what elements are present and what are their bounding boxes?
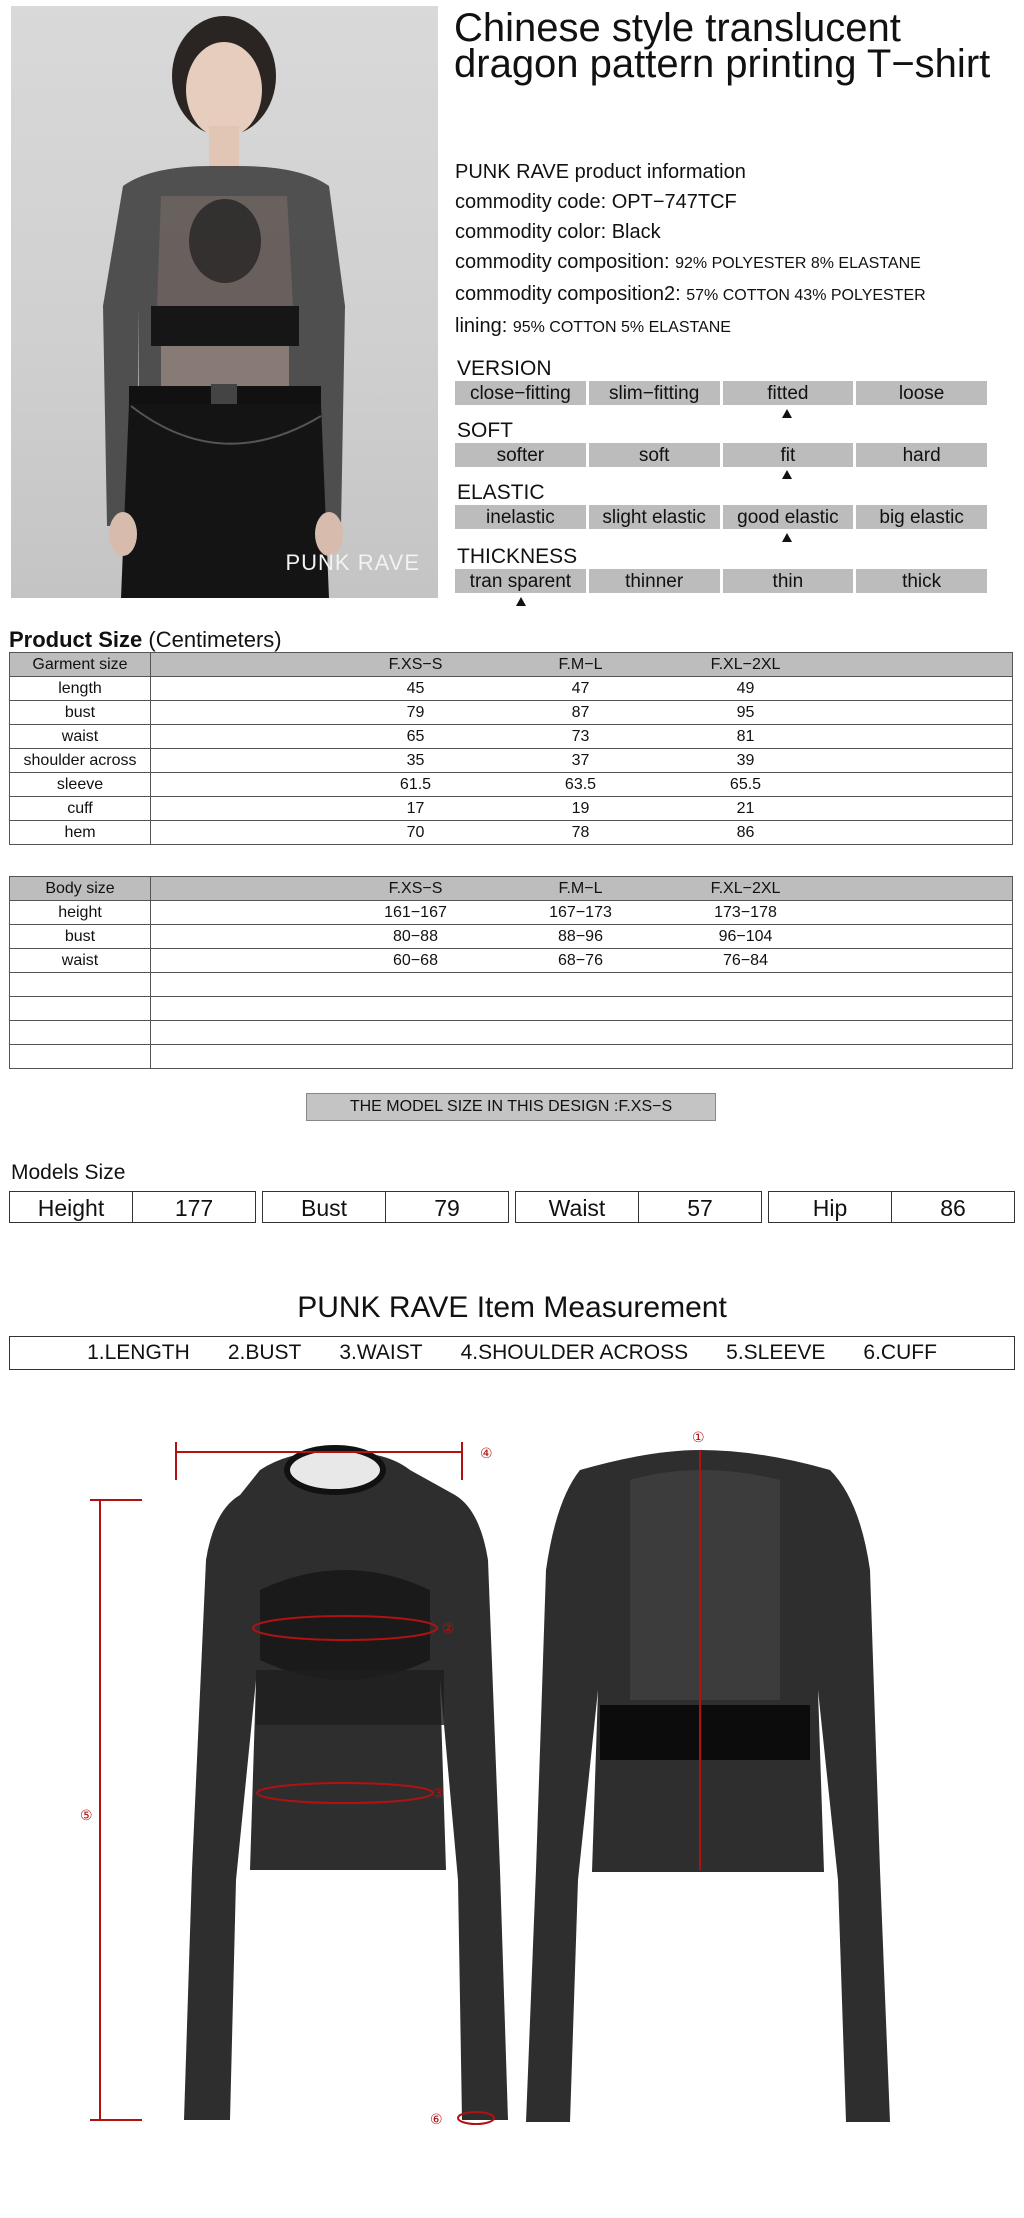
thickness-option: tran sparent <box>455 569 586 593</box>
table-row: bust 79 87 95 <box>10 701 1013 725</box>
measurement-title: PUNK RAVE Item Measurement <box>297 1291 727 1324</box>
header-cell: Garment size <box>10 653 151 677</box>
info-code: commodity code: OPT−747TCF <box>455 191 737 213</box>
soft-label: SOFT <box>457 419 513 442</box>
models-size-title: Models Size <box>11 1161 126 1184</box>
model-photo <box>11 6 438 598</box>
table-row <box>10 997 1013 1021</box>
version-label: VERSION <box>457 357 552 380</box>
elastic-option: good elastic <box>723 505 854 529</box>
marker-3: ③ <box>432 1785 445 1801</box>
measurement-item: 5.SLEEVE <box>726 1341 826 1364</box>
elastic-scale <box>455 505 987 529</box>
elastic-option: inelastic <box>455 505 586 529</box>
table-row: shoulder across 35 37 39 <box>10 749 1013 773</box>
thickness-marker <box>516 597 526 606</box>
soft-scale <box>455 443 987 467</box>
table-row: bust 80−88 88−96 96−104 <box>10 925 1013 949</box>
bust-pair: Bust 79 <box>262 1191 509 1223</box>
version-option: loose <box>856 381 987 405</box>
thickness-option: thinner <box>589 569 720 593</box>
measurement-item: 2.BUST <box>227 1341 302 1364</box>
thickness-option: thin <box>723 569 854 593</box>
version-option: fitted <box>723 381 854 405</box>
table-row: sleeve 61.5 63.5 65.5 <box>10 773 1013 797</box>
table-row: hem 70 78 86 <box>10 821 1013 845</box>
measurement-item: 6.CUFF <box>863 1341 937 1364</box>
watermark: PUNK RAVE <box>285 550 420 575</box>
header-cell: F.XS−S <box>388 655 443 673</box>
model-size-note: THE MODEL SIZE IN THIS DESIGN :F.XS−S <box>306 1093 716 1121</box>
version-marker <box>782 409 792 418</box>
product-title <box>454 6 1014 86</box>
measurement-legend <box>9 1336 1015 1370</box>
marker-1: ① <box>692 1429 705 1445</box>
measurement-item: 1.LENGTH <box>87 1341 190 1364</box>
hip-pair: Hip 86 <box>768 1191 1015 1223</box>
title-line-1: Chinese style translucent <box>454 6 901 50</box>
title-line-2: dragon pattern printing T−shirt <box>454 42 991 86</box>
version-option: close−fitting <box>455 381 586 405</box>
header-cell: F.XL−2XL <box>710 879 781 897</box>
back-view <box>526 1429 890 2122</box>
info-color: commodity color: Black <box>455 221 661 243</box>
garment-size-table <box>9 652 1013 845</box>
height-pair: Height 177 <box>9 1191 256 1223</box>
soft-option: fit <box>723 443 854 467</box>
soft-option: soft <box>589 443 720 467</box>
waist-pair: Waist 57 <box>515 1191 762 1223</box>
table-header-row <box>10 653 1013 677</box>
table-row: cuff 17 19 21 <box>10 797 1013 821</box>
marker-5: ⑤ <box>80 1807 93 1823</box>
table-row: waist 60−68 68−76 76−84 <box>10 949 1013 973</box>
soft-option: hard <box>856 443 987 467</box>
table-row <box>10 1045 1013 1069</box>
info-composition: commodity composition: 92% POLYESTER 8% ELASTANE <box>455 251 921 273</box>
header-cell: F.XS−S <box>388 879 443 897</box>
version-option: slim−fitting <box>589 381 720 405</box>
table-row: length 45 47 49 <box>10 677 1013 701</box>
elastic-option: slight elastic <box>589 505 720 529</box>
product-info <box>455 157 1015 343</box>
models-size-row <box>9 1191 1015 1223</box>
elastic-label: ELASTIC <box>457 481 545 504</box>
elastic-option: big elastic <box>856 505 987 529</box>
model-figure <box>11 6 438 598</box>
front-view <box>80 1442 508 2127</box>
measurement-item: 4.SHOULDER ACROSS <box>460 1341 689 1364</box>
version-scale <box>455 381 987 405</box>
info-composition2: commodity composition2: 57% COTTON 43% POLYESTER <box>455 283 926 305</box>
header-cell: F.XL−2XL <box>710 655 781 673</box>
table-row: height 161−167 167−173 173−178 <box>10 901 1013 925</box>
header-cell: F.M−L <box>558 879 603 897</box>
header-cell: Body size <box>10 877 151 901</box>
soft-option: softer <box>455 443 586 467</box>
table-row: waist 65 73 81 <box>10 725 1013 749</box>
marker-6: ⑥ <box>430 2111 443 2127</box>
soft-marker <box>782 470 792 479</box>
table-header-row <box>10 877 1013 901</box>
body-size-table <box>9 876 1013 1069</box>
thickness-label: THICKNESS <box>457 545 578 568</box>
table-row <box>10 1021 1013 1045</box>
thickness-scale <box>455 569 987 593</box>
info-heading: PUNK RAVE product information <box>455 161 746 183</box>
table-row <box>10 973 1013 997</box>
measurement-item: 3.WAIST <box>339 1341 423 1364</box>
elastic-marker <box>782 533 792 542</box>
marker-2: ② <box>442 1620 455 1636</box>
thickness-option: thick <box>856 569 987 593</box>
header-cell: F.M−L <box>558 655 603 673</box>
info-lining: lining: 95% COTTON 5% ELASTANE <box>455 315 731 337</box>
marker-4: ④ <box>480 1445 493 1461</box>
product-size-title: Product Size (Centimeters) <box>9 627 282 652</box>
measurement-diagram <box>60 1429 960 2130</box>
